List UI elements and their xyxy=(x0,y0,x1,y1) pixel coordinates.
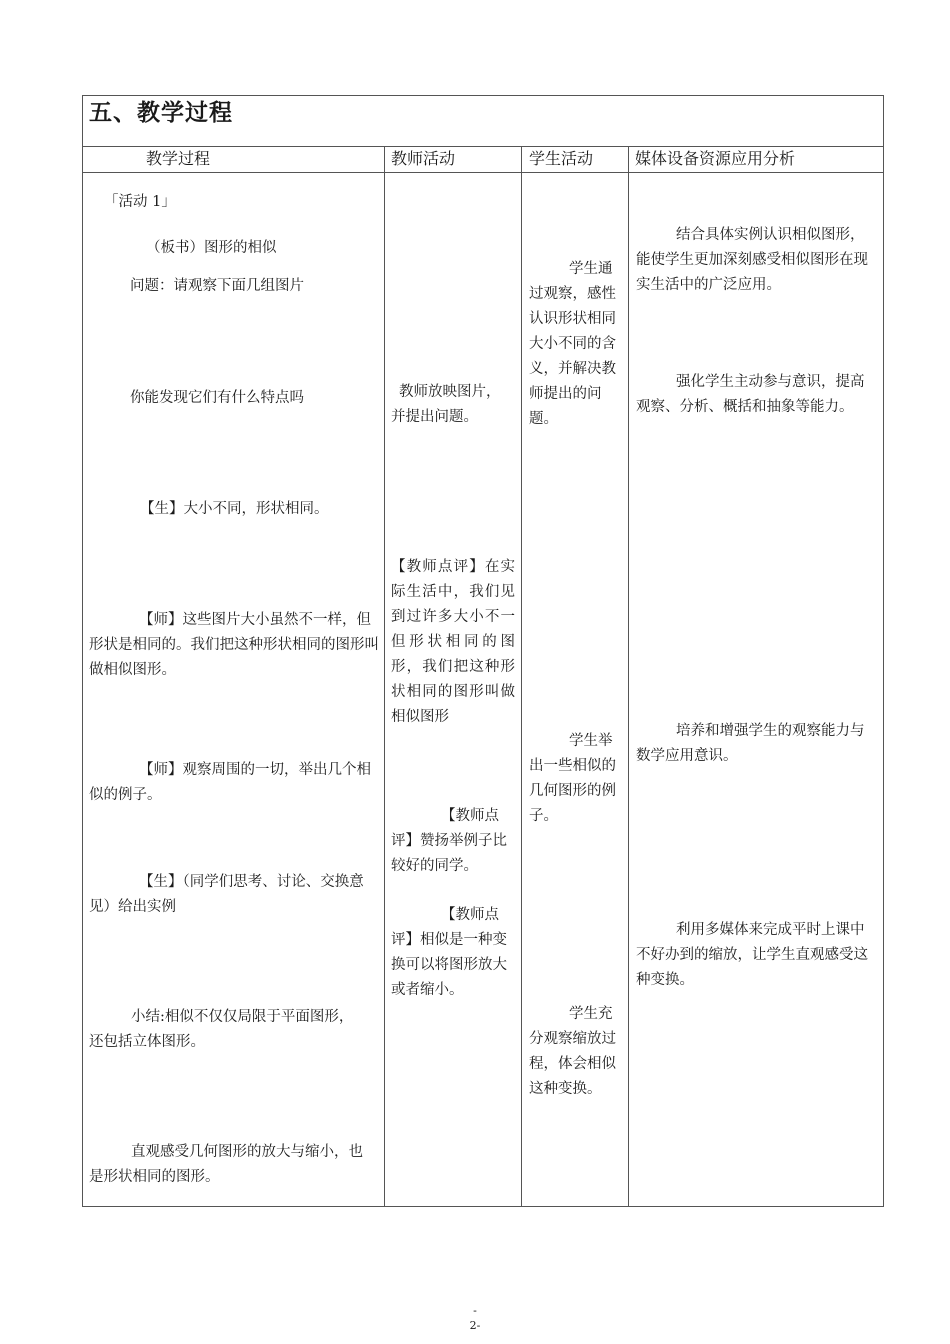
activity-label: 「活动 1」 xyxy=(104,194,176,210)
teacher-comment-1: 【教师点评】在实际生活中，我们见到过许多大小不一但形状相同的图形，我们把这种形状相同的图形叫做相似图形 xyxy=(391,559,515,725)
column-divider-2 xyxy=(521,146,522,1206)
header-teacher: 教师活动 xyxy=(391,149,456,168)
media-analysis-3: 培养和增强学生的观察能力与数学应用意识。 xyxy=(636,723,865,764)
header-divider xyxy=(82,172,884,173)
teacher-explain: 【师】这些图片大小虽然不一样，但形状是相同的。我们把这种形状相同的图形叫做相似图形。 xyxy=(89,612,379,678)
footer-dash: - xyxy=(473,1304,477,1317)
student-answer: 【生】大小不同，形状相同。 xyxy=(140,501,329,517)
teacher-show: 教师放映图片，并提出问题。 xyxy=(391,384,501,425)
board-note: （板书）图形的相似 xyxy=(146,240,277,256)
column-divider-3 xyxy=(628,146,629,1206)
student-observe: 学生通过观察，感性认识形状相同大小不同的含义，并解决教师提出的问题。 xyxy=(529,261,616,427)
page-number: 2- xyxy=(469,1319,481,1332)
student-examples: 【生】（同学们思考、讨论、交换意见）给出实例 xyxy=(89,874,364,915)
header-process: 教学过程 xyxy=(146,149,211,168)
media-analysis-4: 利用多媒体来完成平时上课中不好办到的缩放，让学生直观感受这种变换。 xyxy=(636,922,868,988)
section-title: 五、教学过程 xyxy=(89,99,233,126)
intuition-text: 直观感受几何图形的放大与缩小，也是形状相同的图形。 xyxy=(89,1144,363,1185)
header-media: 媒体设备资源应用分析 xyxy=(635,149,796,168)
question-text: 问题：请观察下面几组图片 xyxy=(130,278,304,294)
header-student: 学生活动 xyxy=(529,149,594,168)
column-divider-1 xyxy=(384,146,385,1206)
student-examples-activity: 学生举出一些相似的几何图形的例子。 xyxy=(529,733,616,824)
summary-text: 小结:相似不仅仅局限于平面图形，还包括立体图形。 xyxy=(89,1009,354,1050)
media-analysis-1: 结合具体实例认识相似图形，能使学生更加深刻感受相似图形在现实生活中的广泛应用。 xyxy=(636,227,868,293)
title-divider xyxy=(82,146,884,147)
teacher-comment-3: 【教师点评】相似是一种变换可以将图形放大或者缩小。 xyxy=(391,907,507,998)
find-question: 你能发现它们有什么特点吗 xyxy=(130,390,304,406)
teacher-ask: 【师】观察周围的一切，举出几个相似的例子。 xyxy=(89,762,371,803)
media-analysis-2: 强化学生主动参与意识，提高观察、分析、概括和抽象等能力。 xyxy=(636,374,865,415)
teacher-comment-2: 【教师点评】赞扬举例子比较好的同学。 xyxy=(391,808,507,874)
student-zoom: 学生充分观察缩放过程，体会相似这种变换。 xyxy=(529,1006,616,1097)
